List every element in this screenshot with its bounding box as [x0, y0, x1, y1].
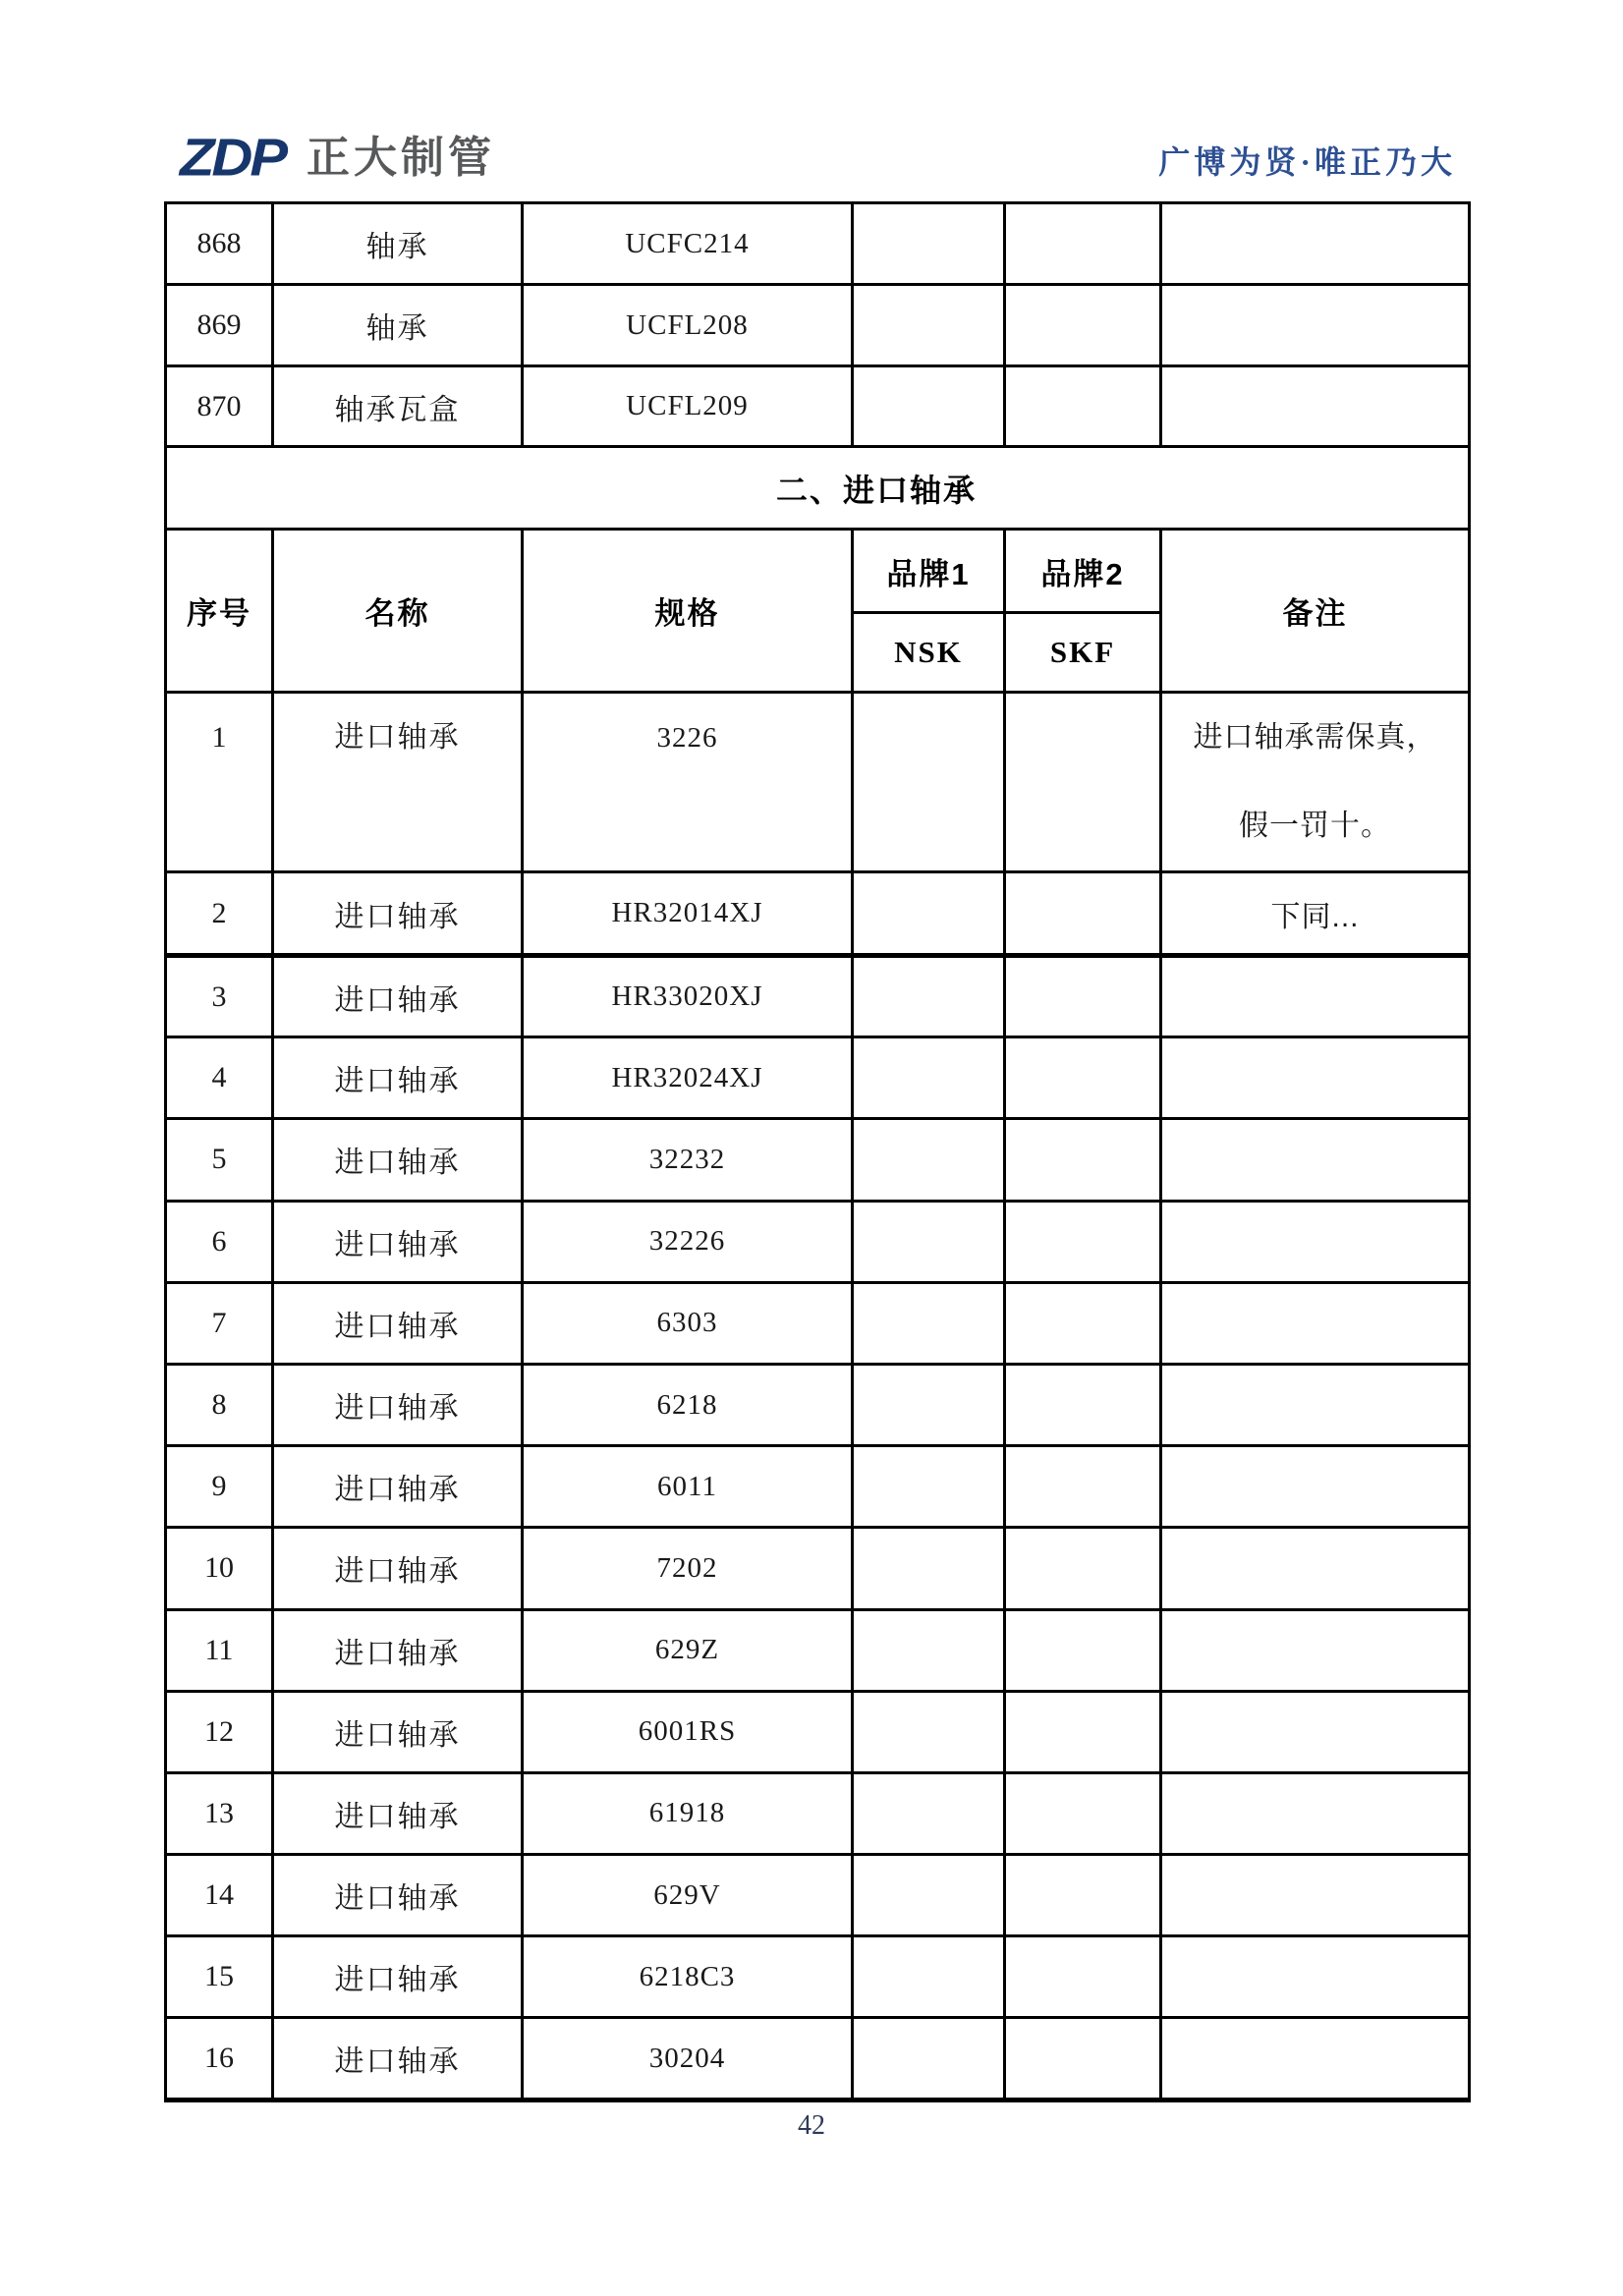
- cell-brand1: [853, 872, 1005, 956]
- cell-no: 12: [166, 1691, 273, 1772]
- cell-brand2: [1005, 203, 1161, 285]
- remark-line: 假一罚十。: [1239, 810, 1391, 842]
- cell-no: 5: [166, 1119, 273, 1201]
- section-title-row: [166, 447, 1470, 530]
- table-row: [166, 1691, 1470, 1772]
- table-row: [166, 203, 1470, 285]
- table-row: [166, 1855, 1470, 1936]
- cell-no: 15: [166, 1936, 273, 2018]
- cell-spec: HR32014XJ: [523, 872, 853, 956]
- cell-no: 870: [166, 366, 273, 447]
- cell-brand1: [853, 1772, 1005, 1854]
- cell-remark: [1161, 1119, 1470, 1201]
- cell-brand2: [1005, 2018, 1161, 2100]
- column-header-brand2: 品牌2: [1005, 530, 1161, 613]
- cell-name: 轴承瓦盒: [273, 366, 523, 447]
- logo-zdp-text: ZDP: [180, 128, 285, 188]
- cell-remark: [1161, 203, 1470, 285]
- cell-spec: UCFL209: [523, 366, 853, 447]
- column-header-no: 序号: [166, 530, 273, 693]
- cell-brand1: [853, 1691, 1005, 1772]
- cell-brand1: [853, 2018, 1005, 2100]
- brand2-name: SKF: [1005, 613, 1161, 693]
- cell-spec: 7202: [523, 1528, 853, 1609]
- cell-remark: [1161, 1936, 1470, 2018]
- cell-brand1: [853, 1282, 1005, 1364]
- cell-spec: 61918: [523, 1772, 853, 1854]
- cell-remark: [1161, 2018, 1470, 2100]
- cell-remark: [1161, 1037, 1470, 1119]
- column-header-remark: 备注: [1161, 530, 1470, 693]
- cell-no: 9: [166, 1446, 273, 1528]
- cell-spec: 6001RS: [523, 1691, 853, 1772]
- remark-line: 下同...: [1270, 900, 1360, 933]
- cell-name: 进口轴承: [273, 1936, 523, 2018]
- cell-spec: 32232: [523, 1119, 853, 1201]
- cell-brand1: [853, 1609, 1005, 1691]
- cell-no: 16: [166, 2018, 273, 2100]
- table-row: [166, 1037, 1470, 1119]
- cell-remark: [1161, 693, 1470, 872]
- cell-name: 进口轴承: [273, 1772, 523, 1854]
- cell-brand1: [853, 1528, 1005, 1609]
- cell-no: 869: [166, 285, 273, 366]
- cell-brand2: [1005, 1201, 1161, 1282]
- table-row: [166, 1446, 1470, 1528]
- cell-brand1: [853, 956, 1005, 1037]
- logo-company-name: 正大制管: [307, 134, 495, 182]
- cell-brand1: [853, 693, 1005, 872]
- cell-brand2: [1005, 1609, 1161, 1691]
- header-slogan: 广博为贤·唯正乃大: [1158, 144, 1456, 180]
- cell-name: 进口轴承: [273, 1201, 523, 1282]
- cell-brand2: [1005, 1691, 1161, 1772]
- cell-remark: [1161, 1691, 1470, 1772]
- cell-spec: HR33020XJ: [523, 956, 853, 1037]
- table-row: [166, 1936, 1470, 2018]
- cell-spec: 6303: [523, 1282, 853, 1364]
- cell-brand2: [1005, 1282, 1161, 1364]
- cell-brand1: [853, 1201, 1005, 1282]
- cell-no: 4: [166, 1037, 273, 1119]
- cell-brand2: [1005, 872, 1161, 956]
- cell-spec: 32226: [523, 1201, 853, 1282]
- cell-remark: [1161, 1772, 1470, 1854]
- cell-no: 14: [166, 1855, 273, 1936]
- cell-name: 进口轴承: [273, 1364, 523, 1445]
- cell-remark: [1161, 366, 1470, 447]
- cell-brand1: [853, 1936, 1005, 2018]
- cell-brand2: [1005, 1037, 1161, 1119]
- cell-brand1: [853, 366, 1005, 447]
- column-header-name: 名称: [273, 530, 523, 693]
- cell-spec: 3226: [523, 693, 853, 872]
- cell-remark: [1161, 1855, 1470, 1936]
- cell-spec: HR32024XJ: [523, 1037, 853, 1119]
- cell-no: 3: [166, 956, 273, 1037]
- header-row-top: [166, 530, 1470, 613]
- page-header: [0, 0, 1623, 201]
- cell-spec: UCFL208: [523, 285, 853, 366]
- table-row: [166, 2018, 1470, 2100]
- cell-no: 868: [166, 203, 273, 285]
- cell-brand2: [1005, 1936, 1161, 2018]
- cell-name: 进口轴承: [273, 693, 523, 872]
- cell-name: 进口轴承: [273, 2018, 523, 2100]
- table-row: [166, 1364, 1470, 1445]
- column-header-spec: 规格: [523, 530, 853, 693]
- cell-spec: 30204: [523, 2018, 853, 2100]
- cell-no: 13: [166, 1772, 273, 1854]
- table-row: [166, 366, 1470, 447]
- cell-remark: [1161, 1446, 1470, 1528]
- cell-brand2: [1005, 1855, 1161, 1936]
- cell-name: 进口轴承: [273, 1528, 523, 1609]
- cell-remark: [1161, 1609, 1470, 1691]
- cell-no: 11: [166, 1609, 273, 1691]
- import-bearings-rows: [166, 693, 1470, 2100]
- cell-name: 进口轴承: [273, 1609, 523, 1691]
- table-row: [166, 1609, 1470, 1691]
- cell-no: 2: [166, 872, 273, 956]
- cell-brand1: [853, 1037, 1005, 1119]
- cell-brand1: [853, 1446, 1005, 1528]
- previous-section-rows: [166, 203, 1470, 447]
- table-row: [166, 1528, 1470, 1609]
- cell-brand2: [1005, 1446, 1161, 1528]
- brand1-name: NSK: [853, 613, 1005, 693]
- cell-name: 进口轴承: [273, 1855, 523, 1936]
- cell-brand2: [1005, 693, 1161, 872]
- cell-brand1: [853, 203, 1005, 285]
- cell-remark: [1161, 1201, 1470, 1282]
- cell-brand2: [1005, 1772, 1161, 1854]
- table-header-body: [166, 530, 1470, 693]
- section-title: 二、进口轴承: [166, 447, 1470, 530]
- page-number: 42: [798, 2110, 825, 2141]
- cell-name: 进口轴承: [273, 872, 523, 956]
- cell-remark: [1161, 956, 1470, 1037]
- table-row: [166, 1772, 1470, 1854]
- cell-brand1: [853, 285, 1005, 366]
- table-row: [166, 285, 1470, 366]
- cell-no: 7: [166, 1282, 273, 1364]
- table-row: [166, 1282, 1470, 1364]
- cell-remark: [1161, 1282, 1470, 1364]
- cell-spec: 629Z: [523, 1609, 853, 1691]
- cell-name: 进口轴承: [273, 1282, 523, 1364]
- cell-spec: 6011: [523, 1446, 853, 1528]
- company-logo: [180, 124, 495, 193]
- cell-name: 进口轴承: [273, 956, 523, 1037]
- cell-no: 10: [166, 1528, 273, 1609]
- table-row: [166, 872, 1470, 956]
- cell-name: 进口轴承: [273, 1691, 523, 1772]
- cell-brand1: [853, 1855, 1005, 1936]
- cell-remark: [1161, 1364, 1470, 1445]
- cell-brand2: [1005, 1528, 1161, 1609]
- column-header-brand1: 品牌1: [853, 530, 1005, 613]
- table-row: [166, 1119, 1470, 1201]
- cell-brand2: [1005, 1364, 1161, 1445]
- section-title-body: [166, 447, 1470, 530]
- cell-name: 轴承: [273, 285, 523, 366]
- cell-spec: 6218C3: [523, 1936, 853, 2018]
- cell-brand1: [853, 1364, 1005, 1445]
- cell-remark: [1161, 285, 1470, 366]
- cell-spec: UCFC214: [523, 203, 853, 285]
- table-row: [166, 1201, 1470, 1282]
- cell-name: 进口轴承: [273, 1119, 523, 1201]
- cell-name: 进口轴承: [273, 1446, 523, 1528]
- table-row: [166, 956, 1470, 1037]
- cell-brand2: [1005, 956, 1161, 1037]
- cell-name: 轴承: [273, 203, 523, 285]
- table-row: [166, 693, 1470, 872]
- cell-no: 1: [166, 693, 273, 872]
- cell-no: 6: [166, 1201, 273, 1282]
- remark-line: 进口轴承需保真，: [1193, 721, 1437, 754]
- cell-remark: [1161, 1528, 1470, 1609]
- cell-name: 进口轴承: [273, 1037, 523, 1119]
- cell-brand2: [1005, 366, 1161, 447]
- cell-spec: 629V: [523, 1855, 853, 1936]
- cell-brand2: [1005, 285, 1161, 366]
- cell-remark: [1161, 872, 1470, 956]
- parts-table: [164, 201, 1471, 2102]
- cell-no: 8: [166, 1364, 273, 1445]
- cell-brand2: [1005, 1119, 1161, 1201]
- cell-spec: 6218: [523, 1364, 853, 1445]
- cell-brand1: [853, 1119, 1005, 1201]
